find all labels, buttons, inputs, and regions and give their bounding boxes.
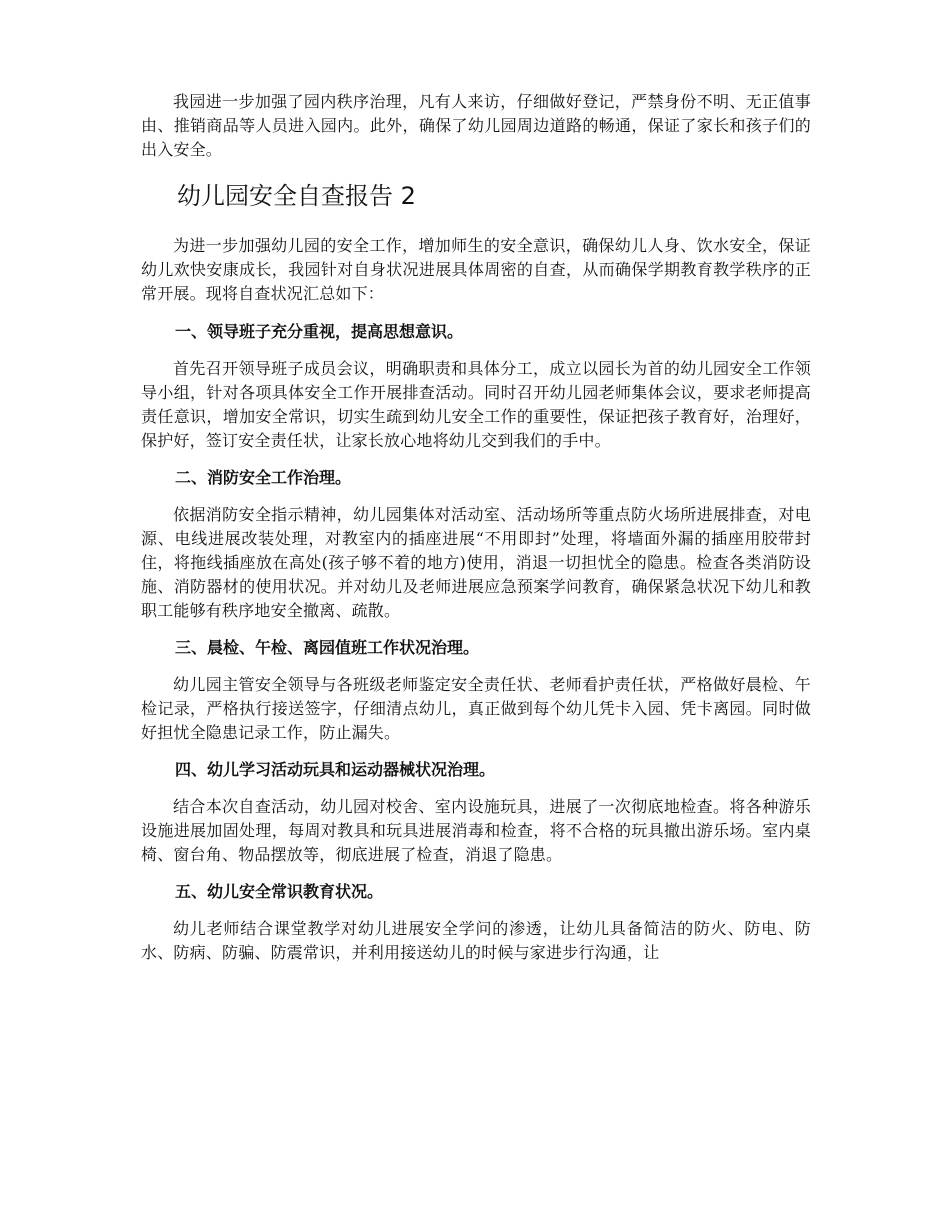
section-heading-1: 一、领导班子充分重视，提高思想意识。 [175, 322, 464, 341]
section-heading-2: 二、消防安全工作治理。 [175, 468, 352, 487]
section-heading-4: 四、幼儿学习活动玩具和运动器械状况治理。 [175, 760, 496, 779]
section-body-2: 依据消防安全指示精神，幼儿园集体对活动室、活动场所等重点防火场所进展排查，对电源、电线进展改装处理，对教室内的插座进展“不用即封”处理，将墙面外漏的插座用胶带封住，将拖线插座放在高处(孩子够不着的地方)使用，消退一切担忧全的隐患。检查各类消防设施、消防器材的使用状况。并对幼儿及老师进展应急预案学问教育，确保紧急状况下幼儿和教职工能够有秩序地安全撤离、疏散。 [141, 505, 811, 620]
section-body-4: 结合本次自查活动，幼儿园对校舍、室内设施玩具，进展了一次彻底地检查。将各种游乐设施进展加固处理，每周对教具和玩具进展消毒和检查，将不合格的玩具撤出游乐场。室内桌椅、窗台角、物品摆放等，彻底进展了检查，消退了隐患。 [141, 797, 811, 864]
report-title: 幼儿园安全自查报告 2 [177, 182, 416, 210]
opening-paragraph: 为进一步加强幼儿园的安全工作，增加师生的安全意识，确保幼儿人身、饮水安全，保证幼儿欢快安康成长，我园针对自身状况进展具体周密的自查，从而确保学期教育教学秩序的正常开展。现将自查状况汇总如下： [141, 236, 811, 303]
document-page [141, 90, 811, 965]
section-body-3: 幼儿园主管安全领导与各班级老师鉴定安全责任状、老师看护责任状，严格做好晨检、午检记录，严格执行接送签字，仔细清点幼儿，真正做到每个幼儿凭卡入园、凭卡离园。同时做好担忧全隐患记录工作，防止漏失。 [141, 675, 811, 742]
section-heading-5: 五、幼儿安全常识教育状况。 [175, 882, 384, 901]
section-heading-3: 三、晨检、午检、离园值班工作状况治理。 [175, 638, 480, 657]
section-body-5: 幼儿老师结合课堂教学对幼儿进展安全学问的渗透，让幼儿具备简洁的防火、防电、防水、防病、防骗、防震常识，并利用接送幼儿的时候与家进步行沟通，让 [141, 919, 811, 962]
section-body-1: 首先召开领导班子成员会议，明确职责和具体分工，成立以园长为首的幼儿园安全工作领导小组，针对各项具体安全工作开展排查活动。同时召开幼儿园老师集体会议，要求老师提高责任意识，增加安全常识，切实生疏到幼儿安全工作的重要性，保证把孩子教育好，治理好，保护好，签订安全责任状，让家长放心地将幼儿交到我们的手中。 [141, 359, 811, 450]
intro-paragraph: 我园进一步加强了园内秩序治理，凡有人来访，仔细做好登记，严禁身份不明、无正值事由、推销商品等人员进入园内。此外，确保了幼儿园周边道路的畅通，保证了家长和孩子们的出入安全。 [141, 92, 811, 159]
